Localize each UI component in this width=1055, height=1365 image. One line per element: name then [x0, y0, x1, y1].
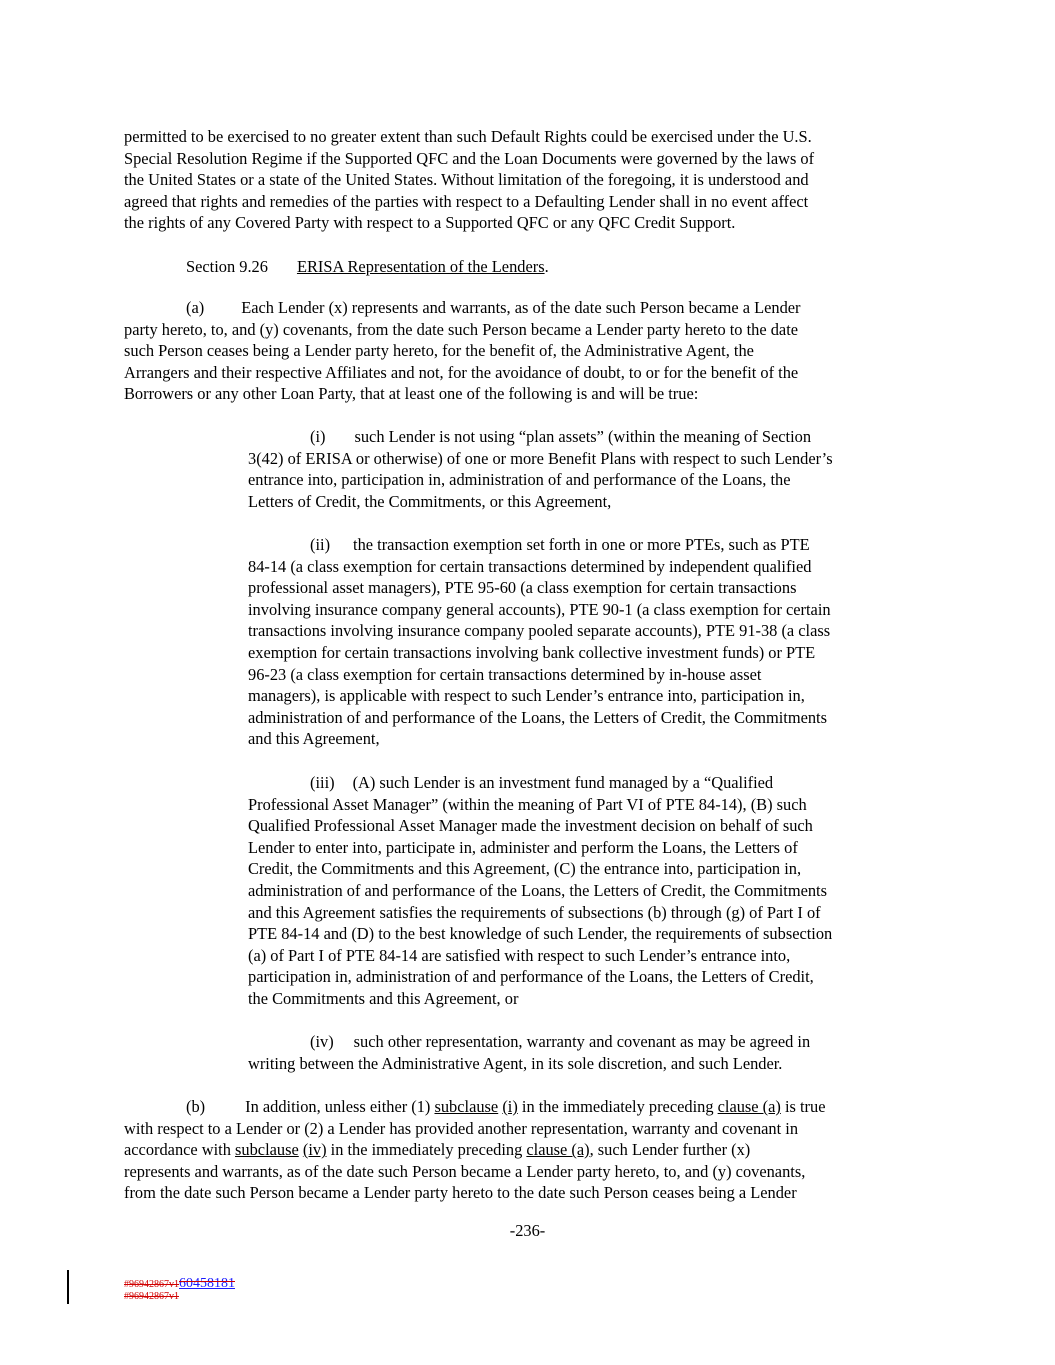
text-line: writing between the Administrative Agent, in its sole discretion, and such Lender. — [248, 1053, 783, 1073]
deleted-document-id: #96942867v1 — [124, 1291, 179, 1302]
text-line: transactions involving insurance company pooled separate accounts), PTE 91-38 (a class — [248, 621, 831, 641]
subclause-reference: subclause — [434, 1097, 499, 1116]
text-line: 96-23 (a class exemption for certain transactions determined by in-house asset — [248, 664, 762, 684]
paragraph-b-label: (b) — [186, 1097, 206, 1116]
paragraph-a-label: (a) — [186, 298, 205, 317]
text-line: such other representation, warranty and covenant as may be agreed in — [353, 1032, 811, 1051]
text-line: professional asset managers), PTE 95-60 (a class exemption for certain transactions — [248, 578, 797, 598]
subclause-iii — [248, 772, 832, 1010]
subclause-iii-label: (iii) — [310, 773, 335, 792]
text-line: involving insurance company general accounts), PTE 90-1 (a class exemption for certain — [248, 599, 831, 619]
text-line: and this Agreement satisfies the requirements of subsections (b) through (g) of Part I of — [248, 902, 821, 922]
text-segment: , such Lender further (x) — [589, 1140, 751, 1160]
text-line: Each Lender (x) represents and warrants, as of the date such Person became a Lender — [241, 298, 801, 317]
text-line: party hereto, to, and (y) covenants, from the date such Person became a Lender party hereto to the date — [124, 319, 799, 339]
section-title-period: . — [544, 257, 549, 276]
section-heading — [186, 256, 549, 278]
text-segment: accordance with — [124, 1140, 236, 1160]
inserted-document-id: 60458181 — [179, 1276, 235, 1291]
text-line: (A) such Lender is an investment fund managed by a “Qualified — [352, 773, 774, 792]
text-line: 84-14 (a class exemption for certain transactions determined by independent qualified — [248, 556, 812, 576]
text-line: participation in, administration of and performance of the Loans, the Letters of Credit, — [248, 967, 814, 987]
subclause-i — [248, 426, 833, 512]
deleted-document-id: #96942867v1 — [124, 1279, 179, 1290]
text-line: such Lender is not using “plan assets” (within the meaning of Section — [354, 427, 812, 446]
text-line: Professional Asset Manager” (within the meaning of Part VI of PTE 84-14), (B) such — [248, 794, 807, 814]
paragraph-b — [124, 1096, 826, 1204]
text-line: Letters of Credit, the Commitments, or this Agreement, — [248, 491, 612, 511]
text-line: agreed that rights and remedies of the parties with respect to a Defaulting Lender shall in no event affect — [124, 191, 809, 211]
paragraph-a — [124, 297, 801, 405]
text-line: managers), is applicable with respect to such Lender’s entrance into, participation in, — [248, 686, 805, 706]
subclause-ii-label: (ii) — [310, 535, 331, 554]
text-segment: in the immediately preceding — [517, 1097, 718, 1116]
text-line: entrance into, participation in, administration of and performance of the Loans, the — [248, 470, 791, 490]
text-line: such Person ceases being a Lender party hereto, for the benefit of, the Administrative Agent, the — [124, 341, 754, 361]
text-line: administration of and performance of the Loans, the Letters of Credit, the Commitments — [248, 707, 827, 727]
page-number: -236- — [509, 1221, 546, 1240]
text-line: represents and warrants, as of the date such Person became a Lender party hereto, to, and (y) covenants, — [124, 1161, 806, 1181]
intro-paragraph — [124, 126, 814, 234]
text-line: from the date such Person became a Lender party hereto to the date such Person ceases being a Lender — [124, 1183, 797, 1203]
text-segment: in the immediately preceding — [326, 1140, 527, 1160]
text-line: the United States or a state of the United States. Without limitation of the foregoing, it is understood and — [124, 170, 809, 190]
subclause-reference: subclause — [235, 1140, 299, 1160]
subclause-reference: (i) — [502, 1097, 518, 1116]
section-number: Section 9.26 — [186, 257, 268, 276]
text-line: the transaction exemption set forth in one or more PTEs, such as PTE — [353, 535, 810, 554]
text-line: and this Agreement, — [248, 729, 380, 749]
text-line: Borrowers or any other Loan Party, that at least one of the following is and will be true: — [124, 384, 699, 404]
subclause-iv — [248, 1031, 810, 1074]
change-bar — [67, 1270, 69, 1304]
subclause-ii — [248, 534, 831, 750]
text-line: PTE 84-14 and (D) to the best knowledge of such Lender, the requirements of subsection — [248, 924, 833, 944]
subclause-reference: (iv) — [302, 1140, 327, 1160]
text-line: Lender to enter into, participate in, administer and perform the Loans, the Letters of — [248, 837, 798, 857]
text-line: exemption for certain transactions involving bank collective investment funds) or PTE — [248, 642, 816, 662]
text-line: Arrangers and their respective Affiliates and not, for the avoidance of doubt, to or for the benefit of the — [124, 362, 799, 382]
text-segment: is true — [780, 1097, 826, 1116]
text-line: administration of and performance of the Loans, the Letters of Credit, the Commitments — [248, 880, 827, 900]
clause-reference: clause (a) — [717, 1097, 781, 1116]
text-line: the rights of any Covered Party with respect to a Supported QFC or any QFC Credit Support. — [124, 213, 736, 233]
text-line: permitted to be exercised to no greater extent than such Default Rights could be exercised under the U.S. — [124, 127, 812, 146]
text-line: the Commitments and this Agreement, or — [248, 988, 519, 1008]
text-line: with respect to a Lender or (2) a Lender has provided another representation, warranty and covenant in — [124, 1118, 799, 1138]
text-line: (a) of Part I of PTE 84-14 are satisfied with respect to such Lender’s entrance into, — [248, 945, 791, 965]
document-id-line — [124, 1276, 235, 1292]
text-segment: In addition, unless either (1) — [245, 1097, 435, 1116]
section-title: ERISA Representation of the Lenders — [296, 257, 545, 276]
text-line: Special Resolution Regime if the Supported QFC and the Loan Documents were governed by the laws of — [124, 148, 815, 168]
text-line: Qualified Professional Asset Manager made the investment decision on behalf of such — [248, 816, 813, 836]
text-line: 3(42) of ERISA or otherwise) of one or more Benefit Plans with respect to such Lender’s — [248, 448, 833, 468]
subclause-i-label: (i) — [310, 427, 326, 446]
subclause-iv-label: (iv) — [310, 1032, 334, 1051]
text-line: Credit, the Commitments and this Agreement, (C) the entrance into, participation in, — [248, 859, 802, 879]
clause-reference: clause (a) — [526, 1140, 590, 1160]
